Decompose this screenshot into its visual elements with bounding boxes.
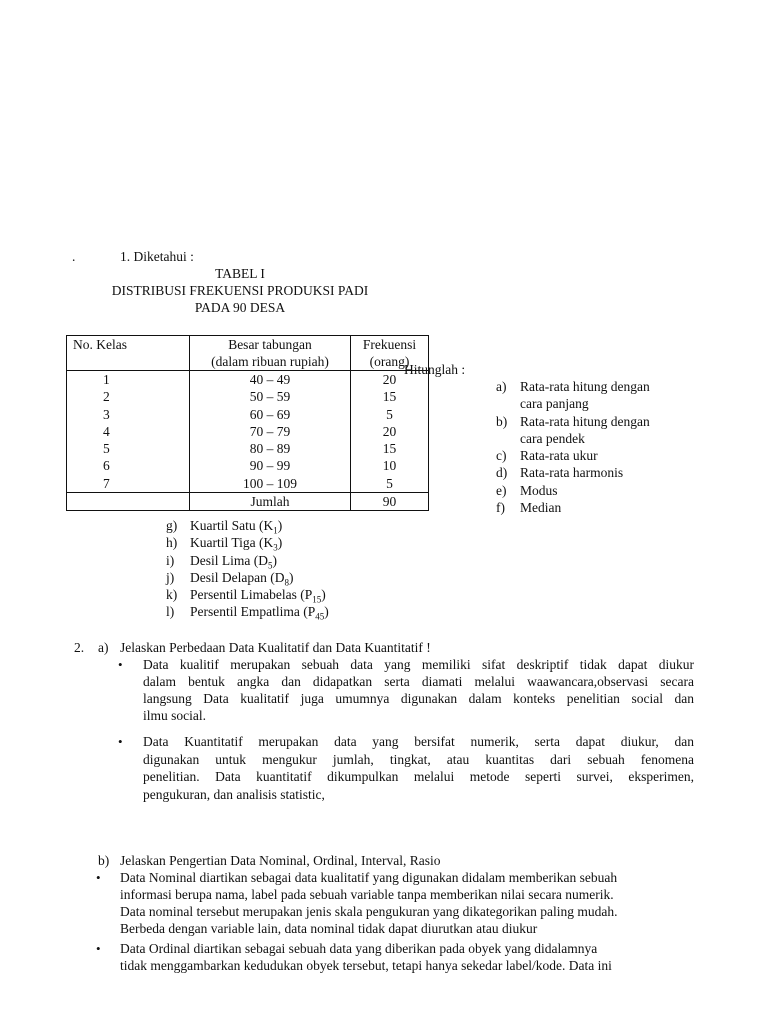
task-text xyxy=(190,517,282,534)
table-title-3: PADA 90 DESA xyxy=(194,300,286,315)
para-line: tidak menggambarkan kedudukan obyek tersebut, tetapi hanya sekedar label/kode. Data ini xyxy=(120,958,612,973)
cell-freq: 20 xyxy=(351,371,429,389)
task-subscript: 1 xyxy=(273,525,278,536)
task-text-main: Desil Lima (D xyxy=(190,552,268,568)
cell-no: 1 xyxy=(67,371,190,389)
cell-range: 60 – 69 xyxy=(190,406,351,423)
q2a-marker: a) xyxy=(98,640,109,655)
task-text: Rata-rata hitung dengan xyxy=(520,379,650,394)
task-text xyxy=(190,603,329,623)
q2b-question: Jelaskan Pengertian Data Nominal, Ordinal, Interval, Rasio xyxy=(120,853,441,868)
task-marker: h) xyxy=(166,535,178,551)
table-row xyxy=(67,371,429,389)
task-text: Rata-rata hitung dengan xyxy=(520,413,650,429)
cell-no: 5 xyxy=(67,440,190,457)
task-text: Modus xyxy=(520,482,558,498)
q2b-marker: b) xyxy=(98,853,110,868)
task-text-cont: cara panjang xyxy=(520,396,589,412)
q2a-question: Jelaskan Perbedaan Data Kualitatif dan Data Kuantitatif ! xyxy=(120,640,431,655)
header-no-kelas xyxy=(67,336,190,371)
task-text xyxy=(190,552,277,569)
cell-range: 80 – 89 xyxy=(190,440,351,457)
header-frekuensi-line1: Frekuensi xyxy=(362,337,417,352)
bullet-icon: • xyxy=(96,941,101,956)
task-subscript: 45 xyxy=(315,612,325,623)
table-title-1: TABEL I xyxy=(215,266,265,281)
table-title-2: DISTRIBUSI FREKUENSI PRODUKSI PADI xyxy=(111,283,369,298)
task-text: Rata-rata harmonis xyxy=(520,465,624,481)
task-subscript: 3 xyxy=(273,542,278,553)
cell-no: 3 xyxy=(67,406,190,423)
bullet-icon: • xyxy=(118,734,123,749)
q2b-bullet-1 xyxy=(120,869,700,937)
task-text-cont: cara pendek xyxy=(520,430,585,446)
task-text xyxy=(190,534,282,551)
task-marker: c) xyxy=(496,448,507,464)
cell-range: 100 – 109 xyxy=(190,475,351,493)
header-frekuensi-line2: (orang) xyxy=(369,354,410,369)
task-text xyxy=(190,569,293,586)
task-text-main: Desil Delapan (D xyxy=(190,569,285,585)
cell-freq: 5 xyxy=(351,475,429,493)
task-marker: b) xyxy=(496,413,508,429)
task-subscript: 5 xyxy=(267,560,273,571)
cell-freq: 20 xyxy=(351,423,429,440)
cell-total-empty xyxy=(67,493,190,511)
leading-dot: . xyxy=(72,249,76,264)
para-line: langsung Data kualitatif juga umumnya digunakan dalam konteks penelitian social dan xyxy=(143,691,694,706)
cell-freq: 10 xyxy=(351,457,429,474)
task-marker: d) xyxy=(496,465,508,481)
para-line: Data Kuantitatif merupakan data yang bersifat numerik, serta dapat diukur, dan xyxy=(143,734,694,749)
table-row xyxy=(67,406,429,423)
task-marker: k) xyxy=(166,587,178,603)
cell-freq: 15 xyxy=(351,388,429,405)
hitunglah-label: Hitunglah : xyxy=(404,362,466,377)
task-text-main: Persentil Empatlima (P xyxy=(190,604,316,620)
para-line: informasi berupa nama, label pada sebuah variable tanpa memberikan nilai secara numerik. xyxy=(120,887,614,902)
para-line: ilmu social. xyxy=(143,708,206,723)
table-row xyxy=(67,388,429,405)
table-row xyxy=(67,440,429,457)
cell-total-label: Jumlah xyxy=(190,493,351,511)
task-marker: l) xyxy=(166,604,175,620)
table-row xyxy=(67,457,429,474)
task-marker: f) xyxy=(496,500,505,516)
table-total-row xyxy=(67,493,429,511)
cell-range: 70 – 79 xyxy=(190,423,351,440)
cell-range: 90 – 99 xyxy=(190,457,351,474)
cell-total-value: 90 xyxy=(351,493,429,511)
task-subscript: 15 xyxy=(312,594,322,605)
frequency-table xyxy=(66,335,429,511)
task-text: Rata-rata ukur xyxy=(520,448,598,464)
q2a-bullet-1 xyxy=(143,656,694,724)
header-besar-tabungan xyxy=(190,336,351,371)
para-line: Data kualitif merupakan sebuah data yang memiliki sifat deskriptif tidak dapat diukur xyxy=(143,657,694,672)
cell-no: 2 xyxy=(67,388,190,405)
q2a-bullet-2 xyxy=(143,733,694,803)
task-marker: a) xyxy=(496,379,507,394)
task-text: Median xyxy=(520,500,562,516)
task-text-close: ) xyxy=(277,518,283,533)
task-text-close: ) xyxy=(272,552,277,568)
table-row xyxy=(67,475,429,493)
cell-no: 7 xyxy=(67,475,190,493)
task-text-close: ) xyxy=(277,535,283,551)
bullet-icon: • xyxy=(118,657,123,672)
para-line: Data nominal tersebut merupakan jenis skala pengukuran yang dikategorikan paling mudah. xyxy=(120,904,618,919)
task-text-close: ) xyxy=(288,569,294,585)
task-text-close: ) xyxy=(324,604,329,620)
header-besar-line2: (dalam ribuan rupiah) xyxy=(211,354,329,369)
task-text xyxy=(190,586,326,603)
task-marker: g) xyxy=(166,518,178,533)
task-text-close: ) xyxy=(321,587,326,603)
task-text-main: Kuartil Satu (K xyxy=(190,518,274,533)
table-header-row xyxy=(67,336,429,371)
task-marker: j) xyxy=(166,569,175,585)
task-text-main: Persentil Limabelas (P xyxy=(190,587,313,603)
cell-range: 40 – 49 xyxy=(190,371,351,389)
para-line: Data Ordinal diartikan sebagai sebuah data yang diberikan pada obyek yang didalamnya xyxy=(120,941,598,956)
table-row xyxy=(67,423,429,440)
cell-no: 4 xyxy=(67,423,190,440)
q2-number: 2. xyxy=(74,640,85,655)
task-marker: i) xyxy=(166,552,175,568)
para-line: digunakan untuk mengukur jumlah, tingkat, atau kuantitas dari sebuah fenomena xyxy=(143,751,694,767)
q2b-bullet-2 xyxy=(120,940,700,974)
task-text-main: Kuartil Tiga (K xyxy=(190,535,274,551)
cell-range: 50 – 59 xyxy=(190,388,351,405)
header-besar-line1: Besar tabungan xyxy=(228,337,312,352)
header-no-kelas-line1: No. Kelas xyxy=(73,337,127,352)
cell-no: 6 xyxy=(67,457,190,474)
bullet-icon: • xyxy=(96,870,101,885)
q1-intro: 1. Diketahui : xyxy=(120,249,194,264)
para-line: pengukuran, dan analisis statistic, xyxy=(143,786,325,802)
task-subscript: 8 xyxy=(284,577,289,588)
para-line: penelitian. Data kuantitatif dikumpulkan melalui metode seperti survei, eksperimen, xyxy=(143,769,694,784)
para-line: dalam bentuk angka dan didapatkan serta diamati melalui waawancara,observasi secara xyxy=(143,674,694,689)
header-no-kelas-line2 xyxy=(73,353,183,370)
para-line: Data Nominal diartikan sebagai data kualitatif yang digunakan didalam memberikan sebuah xyxy=(120,870,618,885)
para-line: Berbeda dengan variable lain, data nominal tidak dapat diurutkan atau diukur xyxy=(120,921,538,936)
cell-freq: 15 xyxy=(351,440,429,457)
task-marker: e) xyxy=(496,482,507,498)
cell-freq: 5 xyxy=(351,406,429,423)
